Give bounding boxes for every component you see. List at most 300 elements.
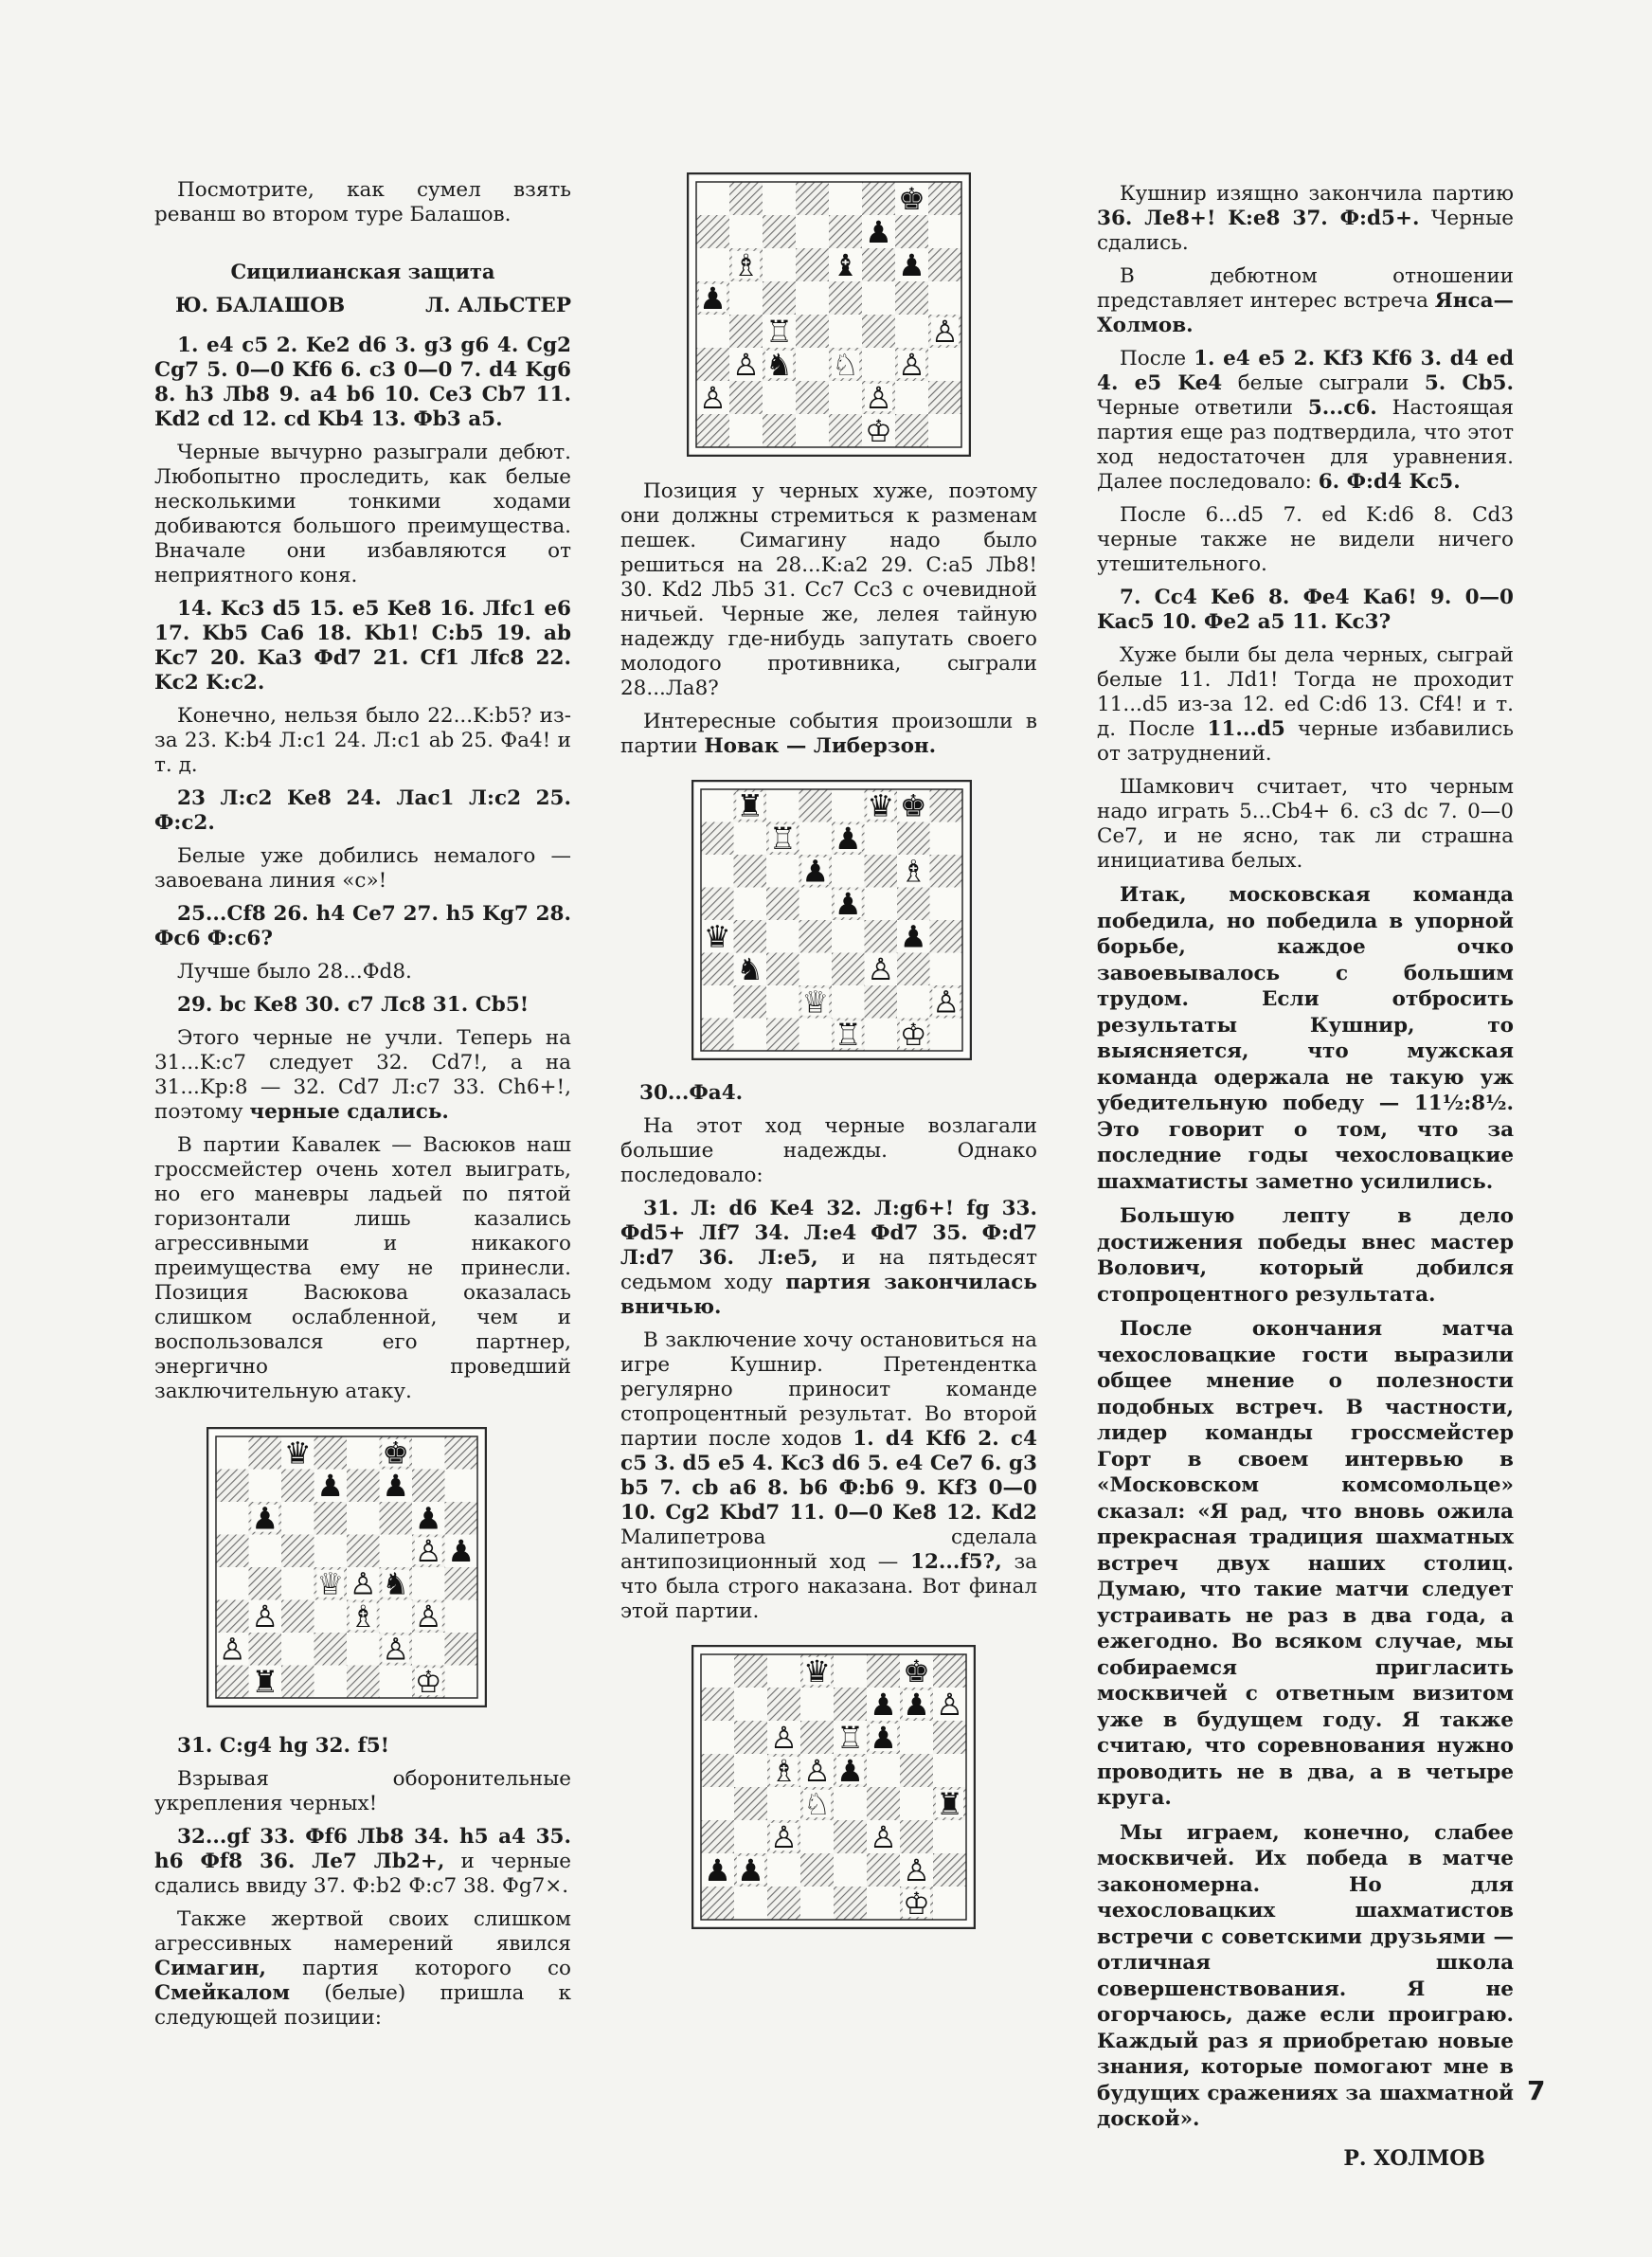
moves-1: 30...Фa4. bbox=[639, 1081, 744, 1105]
chess-piece-a2: ♟ bbox=[704, 1852, 731, 1889]
board-square bbox=[380, 1502, 413, 1535]
board-square bbox=[216, 1567, 249, 1600]
board-square bbox=[412, 1633, 445, 1666]
paragraph: Черные вычурно разыграли дебют. Любопытно проследить, как белые несколькими тонкими ходами добиваются большого преимущества. Вначале они избавляются от неприятного коня. bbox=[154, 441, 571, 587]
paragraph bbox=[620, 710, 1037, 759]
board-square bbox=[763, 248, 796, 281]
chess-piece-g5: ♙ bbox=[414, 1533, 442, 1570]
board-square bbox=[734, 1721, 767, 1754]
paragraph: Взрывая оборонительные укрепления черных! bbox=[154, 1767, 571, 1815]
chess-piece-b3: ♙ bbox=[732, 347, 760, 384]
board-square bbox=[701, 953, 734, 986]
board-square bbox=[767, 1787, 800, 1820]
paragraph: На этот ход черные возлагали большие надежды. Однако последовало: bbox=[620, 1114, 1037, 1187]
board-square bbox=[249, 1470, 282, 1503]
board-square bbox=[930, 855, 963, 888]
board-square bbox=[729, 215, 763, 248]
board-square bbox=[928, 182, 961, 215]
chess-piece-h5: ♟ bbox=[447, 1533, 476, 1570]
board-square bbox=[734, 985, 767, 1019]
board-square bbox=[734, 1688, 767, 1721]
board-square bbox=[834, 1887, 867, 1920]
board-square bbox=[701, 855, 734, 888]
game-name: Новак — Либерзон. bbox=[704, 734, 937, 758]
chess-piece-c3: ♞ bbox=[765, 347, 793, 384]
paragraph bbox=[154, 1907, 571, 2031]
board-square bbox=[832, 855, 865, 888]
board-square bbox=[930, 953, 963, 986]
board-square bbox=[867, 1787, 900, 1820]
board-square bbox=[701, 789, 734, 822]
board-square bbox=[832, 920, 865, 953]
chess-piece-c7: ♖ bbox=[768, 821, 797, 858]
board-square bbox=[701, 985, 734, 1019]
paragraph bbox=[154, 1026, 571, 1125]
board-square bbox=[800, 1721, 834, 1754]
chessboard bbox=[206, 1427, 487, 1707]
board-square bbox=[800, 1820, 834, 1853]
board-square bbox=[729, 315, 763, 348]
chess-piece-d8: ♛ bbox=[803, 1653, 831, 1690]
text: После bbox=[1120, 347, 1194, 370]
board-square bbox=[701, 1887, 734, 1920]
board-square bbox=[766, 789, 799, 822]
board-square bbox=[767, 1654, 800, 1688]
chess-piece-e5: ♟ bbox=[834, 886, 862, 923]
board-square bbox=[763, 414, 796, 447]
board-square bbox=[933, 1754, 966, 1787]
chessboard bbox=[687, 172, 971, 457]
page-number: 7 bbox=[1527, 2075, 1546, 2106]
board-square bbox=[829, 414, 862, 447]
board-square bbox=[216, 1600, 249, 1634]
board-square bbox=[249, 1535, 282, 1568]
board-square bbox=[734, 1654, 767, 1688]
moves: 1. e4 e5 2. Kf3 Kf6 3. d4 ed 4. e5 Ke4 bbox=[1097, 347, 1514, 395]
text: черные избавились от затруднений. bbox=[1097, 717, 1514, 766]
board-square bbox=[701, 1688, 734, 1721]
chess-piece-a4: ♛ bbox=[703, 918, 731, 955]
board-square bbox=[696, 248, 729, 281]
game-name: Янса—Холмов. bbox=[1097, 289, 1514, 337]
board-square bbox=[412, 1567, 445, 1600]
board-square bbox=[249, 1567, 282, 1600]
board-square bbox=[701, 1654, 734, 1688]
chess-piece-a2: ♙ bbox=[218, 1631, 246, 1668]
moves-7: 32...gf 33. Фf6 Лb8 34. h5 a4 35. h6 Фf8 36. Лe7 Лb2+, bbox=[154, 1825, 571, 1873]
board-square bbox=[865, 822, 898, 856]
moves-1: 7. Cc4 Ke6 8. Фe4 Ka6! 9. 0—0 Kac5 10. Фe2 a5 11. Kc3? bbox=[1097, 586, 1514, 634]
board-square bbox=[734, 1887, 767, 1920]
chess-piece-f7: ♟ bbox=[865, 214, 892, 251]
board-square bbox=[249, 1436, 282, 1470]
board-square bbox=[763, 381, 796, 414]
board-square bbox=[900, 1820, 933, 1853]
board-square bbox=[314, 1502, 348, 1535]
board-square bbox=[930, 822, 963, 856]
result-text: черные сдались. bbox=[249, 1100, 449, 1124]
column-2 bbox=[620, 172, 1037, 1929]
board-square bbox=[734, 855, 767, 888]
board-square bbox=[829, 381, 862, 414]
board-square bbox=[867, 1754, 900, 1787]
chess-piece-d2: ♕ bbox=[801, 984, 830, 1020]
board-square bbox=[834, 1654, 867, 1688]
diagram-novak bbox=[691, 780, 1037, 1060]
chess-piece-g1: ♔ bbox=[414, 1664, 442, 1701]
board-square bbox=[895, 215, 928, 248]
moves: 1. d4 Kf6 2. c4 c5 3. d5 e5 4. Kc3 d6 5. e4 Ce7 6. g3 b5 7. cb a6 8. b6 Ф:b6 9. Kf3 0—0 10. Cg2 Kbd7 11. 0—0 Ke8 12. Kd2 bbox=[620, 1427, 1037, 1525]
moves-5: 29. bc Ke8 30. c7 Лc8 31. Cb5! bbox=[177, 993, 530, 1017]
board-square bbox=[862, 281, 895, 315]
board-square bbox=[314, 1633, 348, 1666]
board-square bbox=[445, 1666, 478, 1699]
board-square bbox=[314, 1600, 348, 1634]
chess-piece-d6: ♟ bbox=[801, 853, 830, 890]
board-square bbox=[865, 855, 898, 888]
chess-piece-g6: ♗ bbox=[899, 853, 927, 890]
board-square bbox=[865, 920, 898, 953]
board-square bbox=[701, 1787, 734, 1820]
paragraph bbox=[620, 1197, 1037, 1320]
board-square bbox=[900, 1754, 933, 1787]
text: Черные ответили bbox=[1097, 396, 1308, 420]
result-text: партия закончилась вничью. bbox=[620, 1271, 1037, 1319]
board-square bbox=[895, 381, 928, 414]
chess-piece-b2: ♟ bbox=[737, 1852, 764, 1889]
moves: 6. Ф:d4 Kc5. bbox=[1318, 470, 1461, 494]
name: Симагин, bbox=[154, 1957, 267, 1980]
chess-piece-g8: ♚ bbox=[903, 1653, 930, 1690]
paragraph bbox=[154, 1825, 571, 1899]
board-square bbox=[216, 1470, 249, 1503]
chess-piece-d7: ♟ bbox=[316, 1468, 345, 1505]
board-square bbox=[930, 920, 963, 953]
chess-piece-g6: ♟ bbox=[414, 1500, 442, 1537]
chess-piece-f8: ♚ bbox=[382, 1435, 410, 1472]
chess-piece-f1: ♔ bbox=[865, 413, 892, 450]
board-square bbox=[249, 1633, 282, 1666]
board-square bbox=[734, 1754, 767, 1787]
board-square bbox=[347, 1502, 380, 1535]
chess-piece-c6: ♙ bbox=[770, 1720, 798, 1757]
chess-piece-g4: ♟ bbox=[899, 918, 927, 955]
text: (белые) пришла к следующей позиции: bbox=[154, 1981, 571, 2030]
board-square bbox=[766, 855, 799, 888]
board-square bbox=[701, 822, 734, 856]
board-square bbox=[696, 348, 729, 381]
moves: 12...f5?, bbox=[910, 1550, 1002, 1574]
chessboard bbox=[691, 1645, 976, 1929]
moves: 36. Лe8+! K:e8 37. Ф:d5+. bbox=[1097, 207, 1420, 230]
chess-piece-h4: ♜ bbox=[936, 1786, 963, 1823]
chess-piece-b3: ♙ bbox=[251, 1598, 279, 1635]
board-square bbox=[897, 985, 930, 1019]
board-square bbox=[314, 1666, 348, 1699]
text: Интересные события произошли в партии bbox=[620, 710, 1037, 758]
board-square bbox=[867, 1654, 900, 1688]
paragraph-bold: Мы играем, конечно, слабее москвичей. Их победа в матче закономерна. Но для чехословацких шахматистов встречи с советскими друзьями — отличная школа совершенствования. Я не огорчаюсь, даже если проиграю. Каждый раз я приобретаю новые знания, которые помогают мне в будущих сражениях за шахматной доской». bbox=[1097, 1820, 1514, 2131]
board-square bbox=[767, 1887, 800, 1920]
board-square bbox=[829, 315, 862, 348]
chess-piece-f2: ♙ bbox=[382, 1631, 410, 1668]
board-square bbox=[763, 281, 796, 315]
column-3 bbox=[1097, 182, 1514, 2171]
board-square bbox=[799, 822, 833, 856]
board-square bbox=[445, 1633, 478, 1666]
board-square bbox=[380, 1600, 413, 1634]
board-square bbox=[800, 1853, 834, 1887]
board-square bbox=[734, 1820, 767, 1853]
board-square bbox=[696, 414, 729, 447]
diagram-vasyukov bbox=[206, 1427, 571, 1707]
chess-piece-e3: ♘ bbox=[832, 347, 859, 384]
moves-2: 14. Kc3 d5 15. e5 Ke8 16. Лfc1 e6 17. Kb5 Ca6 18. Kb1! C:b5 19. ab Kc7 20. Ka3 Фd7 21. Cf1 Лfc8 22. Kc2 K:c2. bbox=[154, 597, 571, 695]
board-square bbox=[412, 1470, 445, 1503]
board-square bbox=[799, 920, 833, 953]
chess-piece-h2: ♙ bbox=[932, 984, 961, 1020]
chess-piece-e5: ♟ bbox=[836, 1753, 864, 1790]
board-square bbox=[796, 215, 829, 248]
text: Кушнир изящно закончила партию bbox=[1120, 182, 1514, 206]
chess-piece-c3: ♙ bbox=[770, 1819, 798, 1856]
board-square bbox=[834, 1820, 867, 1853]
chess-piece-a2: ♙ bbox=[699, 380, 727, 417]
board-square bbox=[933, 1654, 966, 1688]
text: и черные сдались ввиду 37. Ф:b2 Ф:c7 38. Фg7×. bbox=[154, 1850, 571, 1898]
chess-piece-e6: ♖ bbox=[836, 1720, 864, 1757]
moves-2: 31. Л: d6 Ke4 32. Л:g6+! fg 33. Фd5+ Лf7 34. Л:e4 Фd7 35. Ф:d7 Л:d7 36. Л:e5, bbox=[620, 1197, 1037, 1270]
board-square bbox=[767, 1853, 800, 1887]
chess-piece-h4: ♙ bbox=[931, 314, 959, 351]
board-square bbox=[216, 1666, 249, 1699]
board-square bbox=[796, 315, 829, 348]
chess-piece-g6: ♟ bbox=[898, 247, 925, 284]
paragraph: Конечно, нельзя было 22...K:b5? из-за 23. K:b4 Л:c1 24. Л:c1 ab 25. Фa4! и т. д. bbox=[154, 704, 571, 777]
board-square bbox=[763, 215, 796, 248]
board-square bbox=[930, 888, 963, 921]
players-line bbox=[154, 294, 571, 318]
chess-piece-g8: ♚ bbox=[899, 787, 927, 824]
board-square bbox=[347, 1535, 380, 1568]
chess-piece-f7: ♟ bbox=[382, 1468, 410, 1505]
board-square bbox=[347, 1633, 380, 1666]
chess-piece-d5: ♙ bbox=[803, 1753, 831, 1790]
chess-piece-a5: ♟ bbox=[699, 280, 727, 317]
board-square bbox=[380, 1666, 413, 1699]
author-signature: Р. ХОЛМОВ bbox=[1343, 2145, 1485, 2171]
chess-piece-e1: ♖ bbox=[834, 1017, 862, 1054]
chess-piece-f3: ♙ bbox=[867, 951, 895, 988]
chess-piece-g2: ♙ bbox=[903, 1852, 930, 1889]
board-square bbox=[734, 920, 767, 953]
board-square bbox=[314, 1436, 348, 1470]
diagram-simagin bbox=[687, 172, 1037, 457]
board-square bbox=[865, 985, 898, 1019]
paragraph: Белые уже добились немалого — завоевана линия «c»! bbox=[154, 844, 571, 893]
chess-piece-f2: ♙ bbox=[865, 380, 892, 417]
paragraph bbox=[1097, 264, 1514, 338]
moves-6: 31. C:g4 hg 32. f5! bbox=[177, 1734, 390, 1758]
board-square bbox=[696, 215, 729, 248]
board-square bbox=[865, 1019, 898, 1052]
text: Этого черные не учли. Теперь на 31...K:c7 следует 32. Cd7!, а на 31...Kp:8 — 32. Cd7 Л:c7 33. Ch6+!, поэтому bbox=[154, 1026, 571, 1124]
column-1 bbox=[154, 178, 571, 2039]
board-square bbox=[216, 1502, 249, 1535]
board-square bbox=[729, 182, 763, 215]
chessboard bbox=[691, 780, 972, 1060]
chess-piece-d4: ♘ bbox=[803, 1786, 831, 1823]
paragraph: В партии Кавалек — Васюков наш гроссмейстер очень хотел выиграть, но его маневры ладьей по пятой горизонтали лишь казались агрессивными и никакого преимущества ему не принесли. Позиция Васюкова оказалась слишком ослабленной, чем и воспользовался его партнер, энергично проведший заключительную атаку. bbox=[154, 1133, 571, 1403]
board-square bbox=[281, 1535, 314, 1568]
board-square bbox=[933, 1853, 966, 1887]
board-square bbox=[734, 1787, 767, 1820]
board-square bbox=[895, 315, 928, 348]
chess-piece-e4: ♙ bbox=[349, 1565, 377, 1602]
board-square bbox=[696, 315, 729, 348]
paragraph bbox=[1097, 643, 1514, 767]
board-square bbox=[928, 381, 961, 414]
board-square bbox=[800, 1688, 834, 1721]
board-square bbox=[281, 1502, 314, 1535]
board-square bbox=[930, 1019, 963, 1052]
board-square bbox=[834, 1688, 867, 1721]
moves: 5...c6. bbox=[1307, 396, 1377, 420]
board-square bbox=[766, 953, 799, 986]
board-square bbox=[380, 1535, 413, 1568]
board-square bbox=[314, 1535, 348, 1568]
paragraph-bold: Большую лепту в дело достижения победы внес мастер Волович, который добился стопроцентного результата. bbox=[1097, 1204, 1514, 1307]
chess-piece-h7: ♙ bbox=[936, 1687, 963, 1724]
board-square bbox=[701, 1820, 734, 1853]
chess-piece-c8: ♛ bbox=[283, 1435, 312, 1472]
board-square bbox=[832, 985, 865, 1019]
board-square bbox=[281, 1633, 314, 1666]
text: Настоящая партия еще раз подтвердила, что этот ход недостаточен для уравнения. Далее последовало: bbox=[1097, 396, 1514, 494]
board-square bbox=[799, 789, 833, 822]
board-square bbox=[897, 888, 930, 921]
white-player: Ю. БАЛАШОВ bbox=[175, 294, 346, 317]
paragraph-bold: Итак, московская команда победила, но победила в упорной борьбе, каждое очко завоевывалось с большим трудом. Если отбросить результаты Кушнир, то выясняется, что мужская команда одержала не такую уж убедительную победу — 11½:8½. Это говорит о том, что за последние годы чехословацкие шахматисты заметно усилились. bbox=[1097, 883, 1514, 1194]
board-square bbox=[897, 953, 930, 986]
text: Хуже были бы дела черных, сыграй белые 11. Лd1! Тогда не проходит 11...d5 из-за 12. ed C:d6 13. Cf4! и т. д. После bbox=[1097, 643, 1514, 741]
board-square bbox=[729, 381, 763, 414]
board-square bbox=[347, 1436, 380, 1470]
diagram-kushnir bbox=[691, 1645, 1037, 1929]
board-square bbox=[767, 1688, 800, 1721]
board-square bbox=[933, 1721, 966, 1754]
board-square bbox=[933, 1820, 966, 1853]
intro-paragraph: Посмотрите, как сумел взять реванш во втором туре Балашов. bbox=[154, 178, 571, 226]
board-square bbox=[734, 822, 767, 856]
chess-piece-f7: ♟ bbox=[870, 1687, 897, 1724]
text: партия которого со bbox=[266, 1957, 571, 1980]
board-square bbox=[729, 281, 763, 315]
board-square bbox=[895, 281, 928, 315]
paragraph bbox=[1097, 347, 1514, 495]
text: В заключение хочу остановиться на игре Кушнир. Претендентка регулярно приносит команде стопроцентный результат. Во второй партии после ходов bbox=[620, 1328, 1037, 1451]
board-square bbox=[796, 381, 829, 414]
board-square bbox=[347, 1470, 380, 1503]
paragraph: Шамкович считает, что черным надо играть 5...Cb4+ 6. c3 dc 7. 0—0 Ce7, и не ясно, так ли страшна инициатива белых. bbox=[1097, 775, 1514, 873]
text: Также жертвой своих слишком агрессивных намерений явился bbox=[154, 1907, 571, 1956]
board-square bbox=[862, 315, 895, 348]
paragraph bbox=[620, 1328, 1037, 1624]
chess-piece-e6: ♝ bbox=[832, 247, 859, 284]
chess-piece-f4: ♞ bbox=[382, 1565, 410, 1602]
board-square bbox=[766, 985, 799, 1019]
board-square bbox=[834, 1787, 867, 1820]
chess-piece-g1: ♔ bbox=[899, 1017, 927, 1054]
chess-piece-e3: ♗ bbox=[349, 1598, 377, 1635]
board-square bbox=[928, 281, 961, 315]
board-square bbox=[832, 953, 865, 986]
board-square bbox=[928, 414, 961, 447]
chess-piece-g3: ♙ bbox=[414, 1598, 442, 1635]
board-square bbox=[829, 182, 862, 215]
chess-piece-c5: ♗ bbox=[770, 1753, 798, 1790]
board-square bbox=[445, 1470, 478, 1503]
board-square bbox=[796, 281, 829, 315]
paragraph: Позиция у черных хуже, поэтому они должны стремиться к разменам пешек. Симагину надо было решиться на 28...K:a2 29. C:a5 Лb8! 30. Kd2 Лb5 31. Cc7 Cc3 с очевидной ничьей. Черные же, лелея тайную надежду где-нибудь запутать своего молодого противника, сыграли 28...Лa8? bbox=[620, 479, 1037, 700]
board-square bbox=[799, 1019, 833, 1052]
board-square bbox=[701, 1754, 734, 1787]
board-square bbox=[729, 414, 763, 447]
moves: 11...d5 bbox=[1207, 717, 1285, 741]
board-square bbox=[933, 1887, 966, 1920]
board-square bbox=[900, 1787, 933, 1820]
board-square bbox=[928, 248, 961, 281]
board-square bbox=[800, 1887, 834, 1920]
moves-4: 25...Cf8 26. h4 Ce7 27. h5 Kg7 28. Фc6 Ф:c6? bbox=[154, 902, 571, 950]
chess-piece-b6: ♗ bbox=[732, 247, 760, 284]
chess-piece-c4: ♖ bbox=[765, 314, 793, 351]
board-square bbox=[799, 953, 833, 986]
board-square bbox=[701, 888, 734, 921]
text: белые сыграли bbox=[1222, 371, 1425, 395]
board-square bbox=[897, 822, 930, 856]
board-square bbox=[734, 1019, 767, 1052]
chess-piece-g7: ♟ bbox=[903, 1687, 930, 1724]
board-square bbox=[766, 920, 799, 953]
board-square bbox=[928, 348, 961, 381]
board-square bbox=[832, 789, 865, 822]
board-square bbox=[347, 1666, 380, 1699]
board-square bbox=[701, 1721, 734, 1754]
moves-3: 23 Л:c2 Ke8 24. Лac1 Л:c2 25. Ф:c2. bbox=[154, 786, 571, 835]
chess-piece-b3: ♞ bbox=[736, 951, 764, 988]
board-square bbox=[862, 348, 895, 381]
chess-piece-b8: ♜ bbox=[736, 787, 764, 824]
board-square bbox=[867, 1853, 900, 1887]
board-square bbox=[281, 1470, 314, 1503]
board-square bbox=[766, 1019, 799, 1052]
black-player: Л. АЛЬСТЕР bbox=[425, 294, 571, 317]
board-square bbox=[930, 789, 963, 822]
text: за что была строго наказана. Вот финал этой партии. bbox=[620, 1550, 1037, 1623]
board-square bbox=[829, 281, 862, 315]
board-square bbox=[696, 182, 729, 215]
board-square bbox=[867, 1887, 900, 1920]
chess-piece-b1: ♜ bbox=[251, 1664, 279, 1701]
paragraph: После 6...d5 7. ed K:d6 8. Cd3 черные также не видели ничего утешительного. bbox=[1097, 503, 1514, 576]
board-square bbox=[281, 1567, 314, 1600]
board-square bbox=[862, 248, 895, 281]
paragraph-bold: После окончания матча чехословацкие гости выразили общее мнение о полезности подобных встреч. В частности, лидер команды гроссмейстер Горт в своем интервью в «Московском комсомольце» сказал: «Я рад, что вновь ожила прекрасная традиция шахматных встреч двух наших столиц. Думаю, что такие матчи следует устраивать не раз в два года, а ежегодно. Во всяком случае, мы собираемся пригласить москвичей с ответным визитом уже в будущем году. Я также считаю, что соревнования нужно проводить не в два, а в четыре круга. bbox=[1097, 1317, 1514, 1810]
board-square bbox=[796, 248, 829, 281]
board-square bbox=[281, 1666, 314, 1699]
board-square bbox=[834, 1853, 867, 1887]
